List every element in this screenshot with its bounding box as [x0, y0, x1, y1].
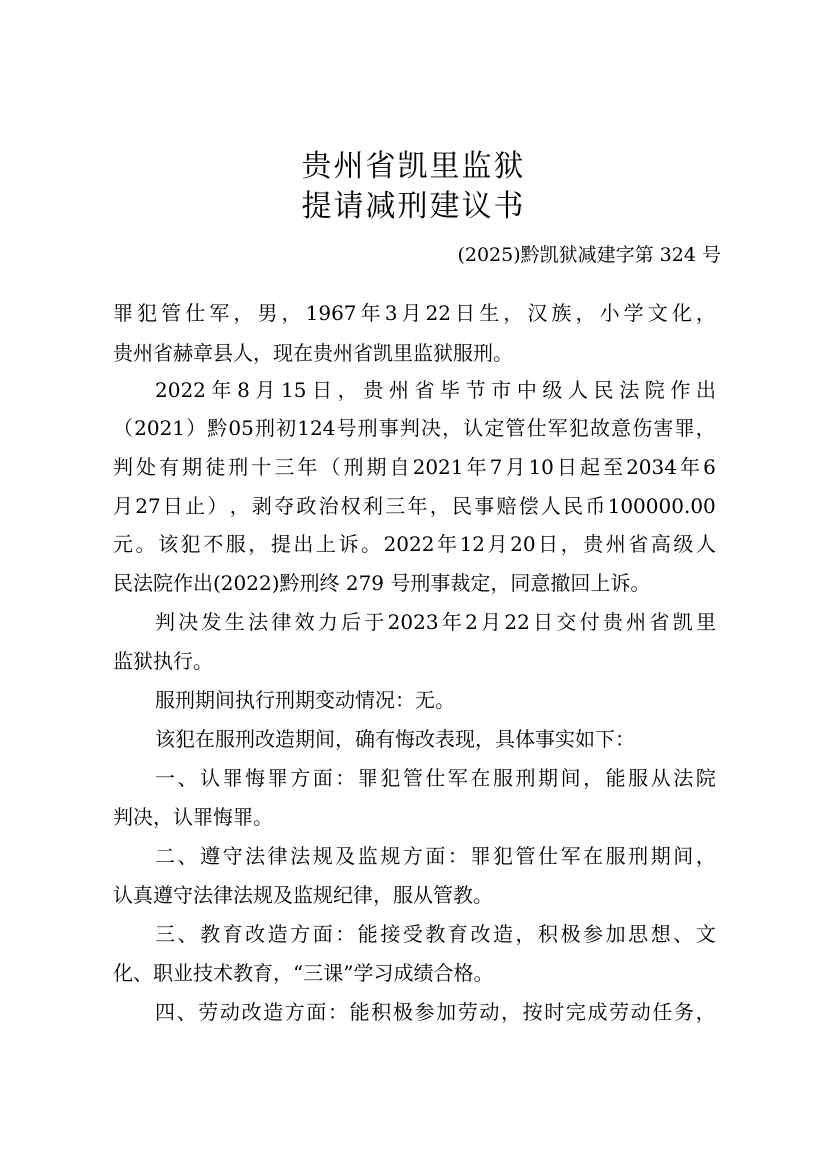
- body-line: 二 、 遵 守 法 律 法 规 及 监 规 方 面 ： 罪 犯 管 仕 军 在 服 刑 期 间 ，: [155, 844, 716, 868]
- body-line: 三 、 教 育 改 造 方 面 ： 能 接 受 教 育 改 造 ， 积 极 参 加 思 想 、 文: [155, 922, 716, 946]
- document-title-line1: 贵州省凯里监狱: [301, 149, 526, 184]
- body-line: 服刑期间执行刑期变动情况：无。: [155, 688, 455, 712]
- document-number: (2025)黔凯狱减建字第 324 号: [457, 244, 721, 266]
- body-line: 一 、 认 罪 悔 罪 方 面 ： 罪 犯 管 仕 军 在 服 刑 期 间 ， 能 服 从 法 院: [155, 766, 716, 790]
- body-line: 监狱执行。: [113, 649, 213, 673]
- body-line: 四 、 劳 动 改 造 方 面 ： 能 积 极 参 加 劳 动 ， 按 时 完 成 劳 动 任 务 ，: [155, 1000, 716, 1024]
- document-title-line2: 提请减刑建议书: [301, 189, 526, 224]
- body-line: 民法院作出(2022)黔刑终 279 号刑事裁定，同意撤回上诉。: [113, 571, 651, 595]
- body-line: 贵州省赫章县人，现在贵州省凯里监狱服刑。: [113, 341, 513, 365]
- body-line: （ 2021 ） 黔 05 刑 初 124 号 刑 事 判 决 ， 认 定 管 仕 军 犯 故 意 伤 害 罪 ，: [113, 416, 716, 440]
- body-line: 该犯在服刑改造期间，确有悔改表现，具体事实如下：: [155, 727, 635, 751]
- body-line: 判 处 有 期 徒 刑 十 三 年 （ 刑 期 自 2021 年 7 月 10 日 起 至 2034 年 6: [113, 455, 716, 479]
- body-line: 认真遵守法律法规及监规纪律，服从管教。: [113, 883, 493, 907]
- body-line: 化、职业技术教育，“三课”学习成绩合格。: [113, 961, 494, 985]
- body-line: 判 决 发 生 法 律 效 力 后 于 2023 年 2 月 22 日 交 付 贵 州 省 凯 里: [155, 610, 716, 634]
- body-line: 判决，认罪悔罪。: [113, 805, 273, 829]
- body-line: 罪 犯 管 仕 军 ， 男 ， 1967 年 3 月 22 日 生 ， 汉 族 ， 小 学 文 化 ，: [113, 301, 716, 325]
- body-line: 月 27 日 止 ） ， 剥 夺 政 治 权 利 三 年 ， 民 事 赔 偿 人 民 币 100000.00: [113, 494, 716, 518]
- body-line: 2022 年 8 月 15 日 ， 贵 州 省 毕 节 市 中 级 人 民 法 院 作 出: [155, 378, 716, 402]
- body-line: 元 。 该 犯 不 服 ， 提 出 上 诉 。 2022 年 12 月 20 日 ， 贵 州 省 高 级 人: [113, 532, 716, 556]
